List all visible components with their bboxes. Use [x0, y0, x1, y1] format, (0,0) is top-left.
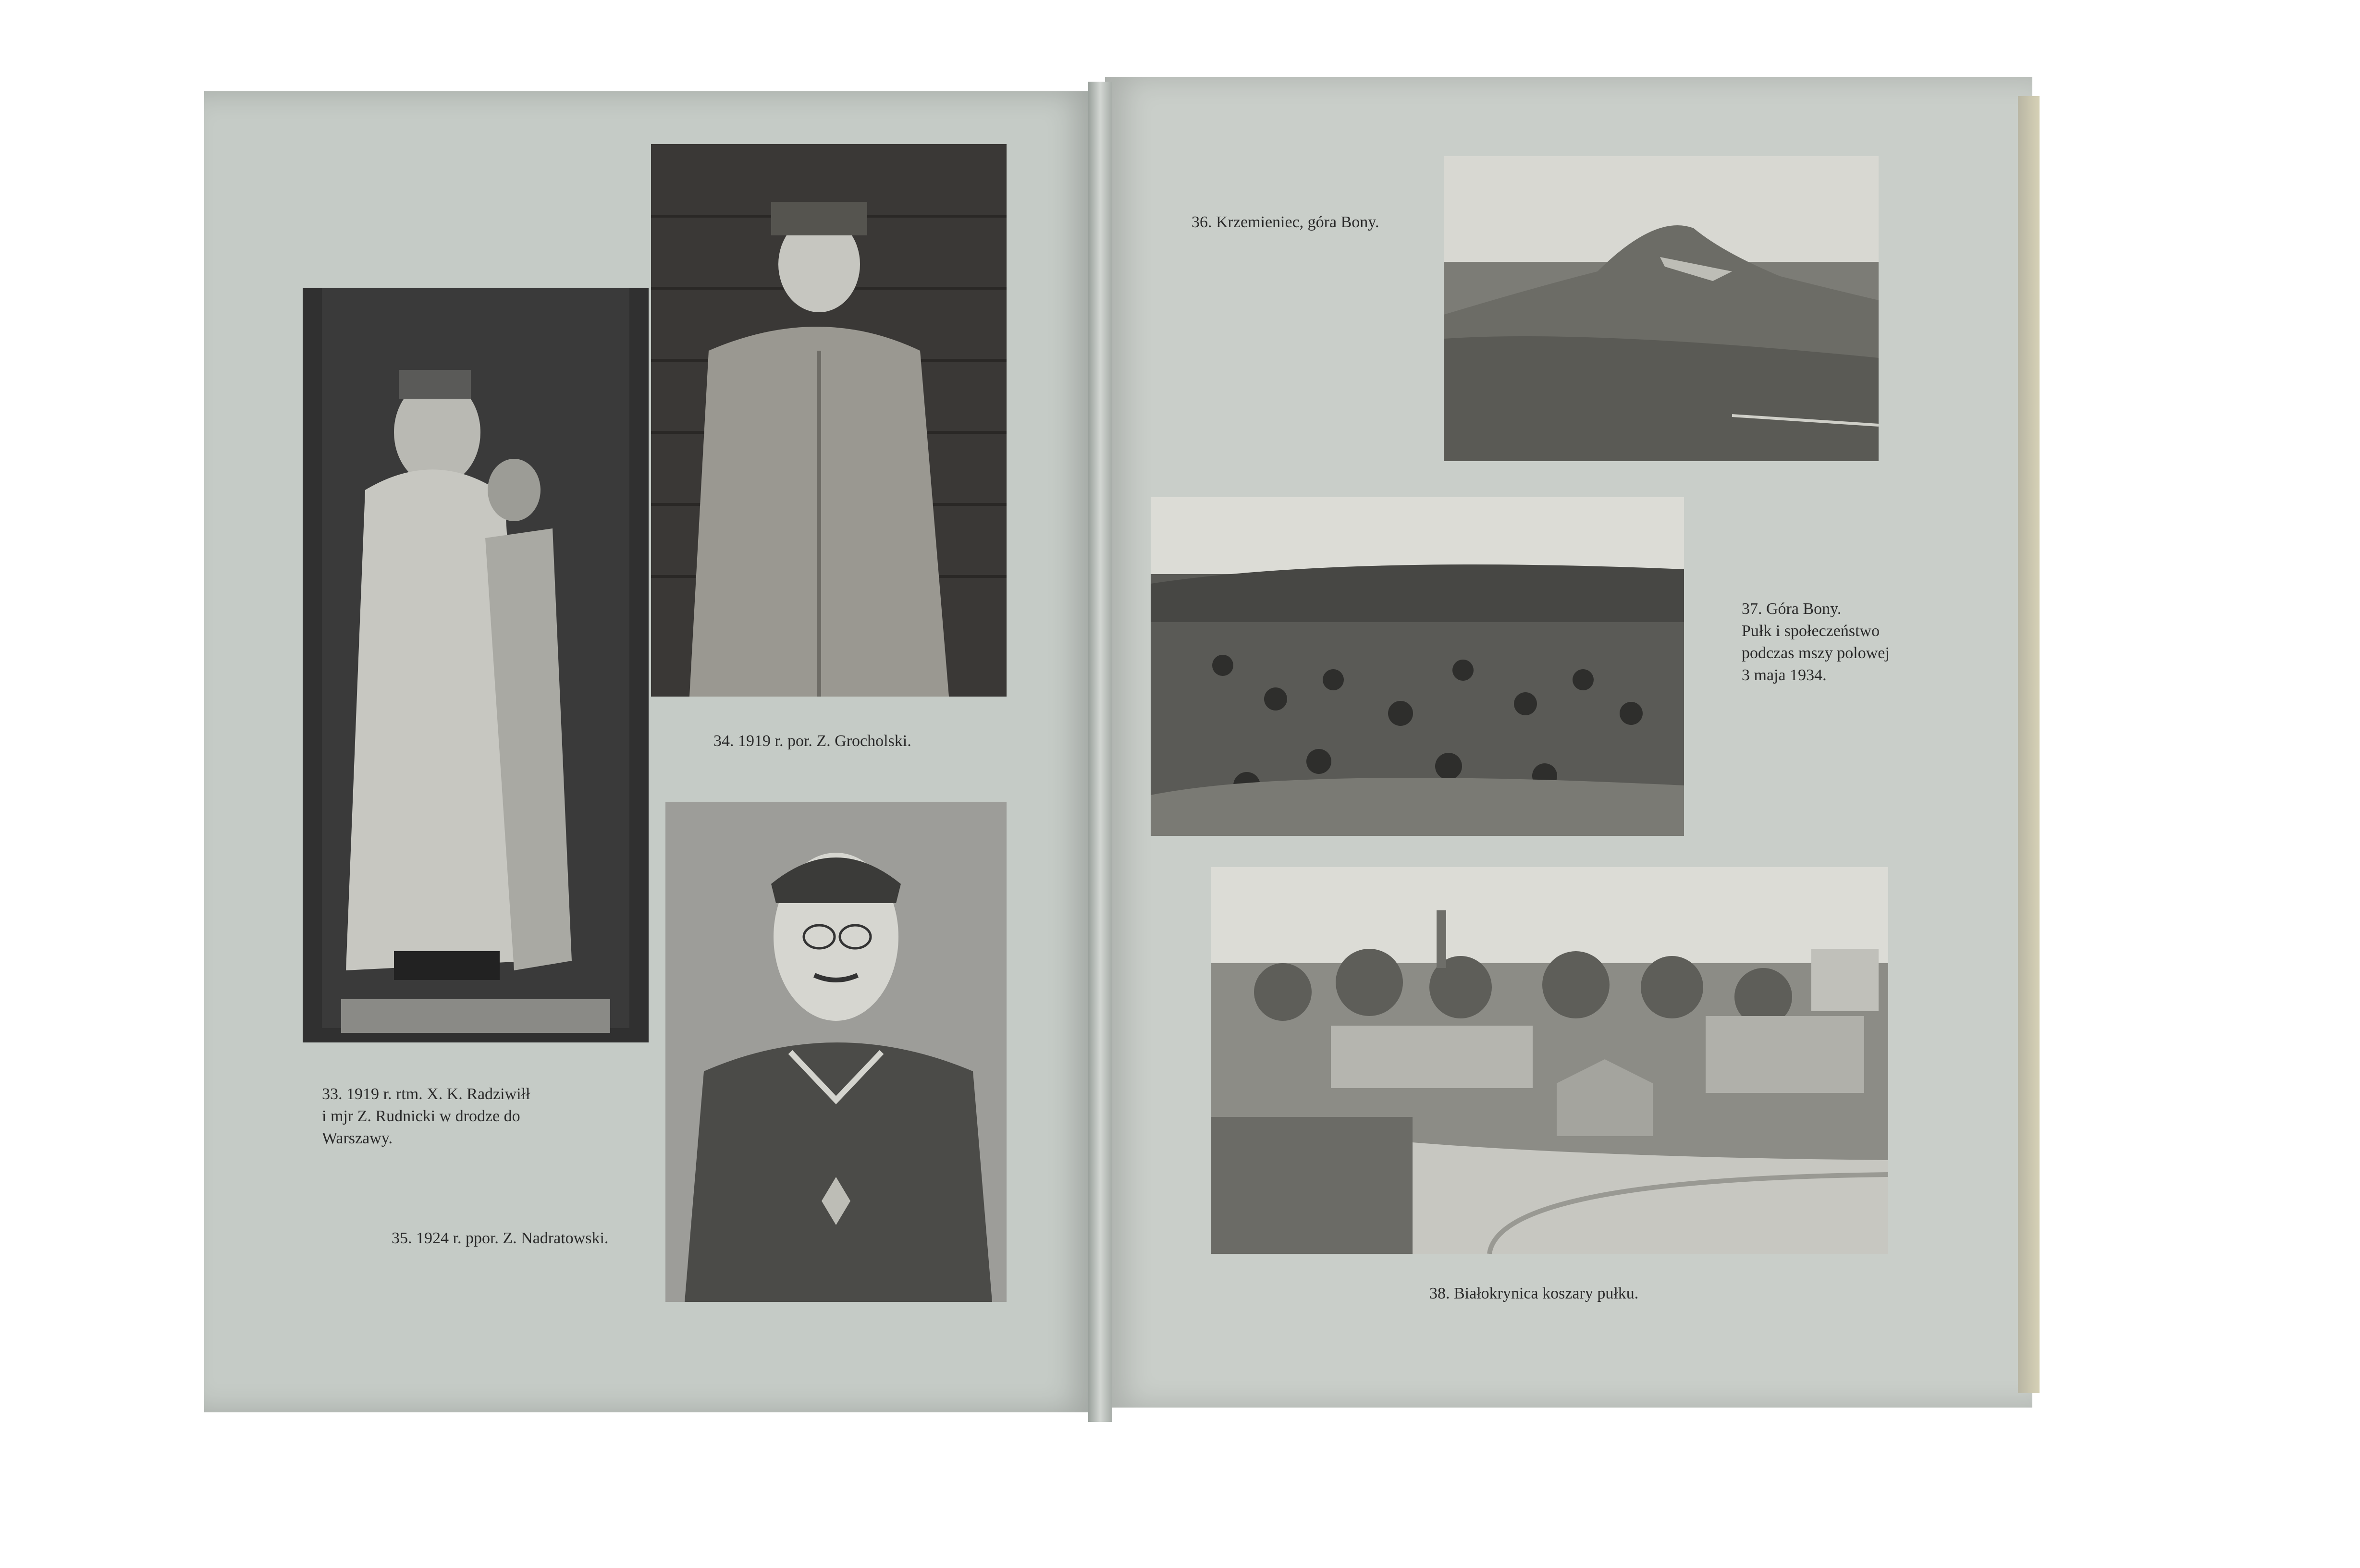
book-gutter — [1088, 82, 1112, 1422]
caption-37-line-1: 37. Góra Bony. — [1742, 600, 1842, 618]
caption-36: 36. Krzemieniec, góra Bony. — [1192, 213, 1379, 231]
caption-33-line-1: 33. 1919 r. rtm. X. K. Radziwiłł — [322, 1085, 530, 1103]
photo-38-bialokrynica — [1211, 867, 1888, 1254]
photo-34-grocholski — [651, 144, 1007, 697]
photo-35-nadratowski — [665, 802, 1007, 1302]
caption-38: 38. Białokrynica koszary pułku. — [1429, 1285, 1639, 1302]
caption-34: 34. 1919 r. por. Z. Grocholski. — [713, 732, 911, 750]
caption-37 — [1742, 598, 1890, 686]
caption-33-line-2: i mjr Z. Rudnicki w drodze do — [322, 1107, 520, 1125]
caption-37-line-3: podczas mszy polowej — [1742, 644, 1890, 662]
page-edge — [2018, 96, 2040, 1393]
caption-33-line-3: Warszawy. — [322, 1129, 393, 1147]
caption-37-line-2: Pułk i społeczeństwo — [1742, 622, 1880, 640]
photo-33-radziwill-rudnicki — [303, 288, 649, 1042]
photo-37-msza-polowa — [1151, 497, 1684, 836]
photo-36-krzemieniec — [1444, 156, 1879, 461]
caption-33 — [322, 1083, 530, 1150]
caption-37-line-4: 3 maja 1934. — [1742, 666, 1827, 684]
caption-35: 35. 1924 r. ppor. Z. Nadratowski. — [392, 1229, 609, 1247]
